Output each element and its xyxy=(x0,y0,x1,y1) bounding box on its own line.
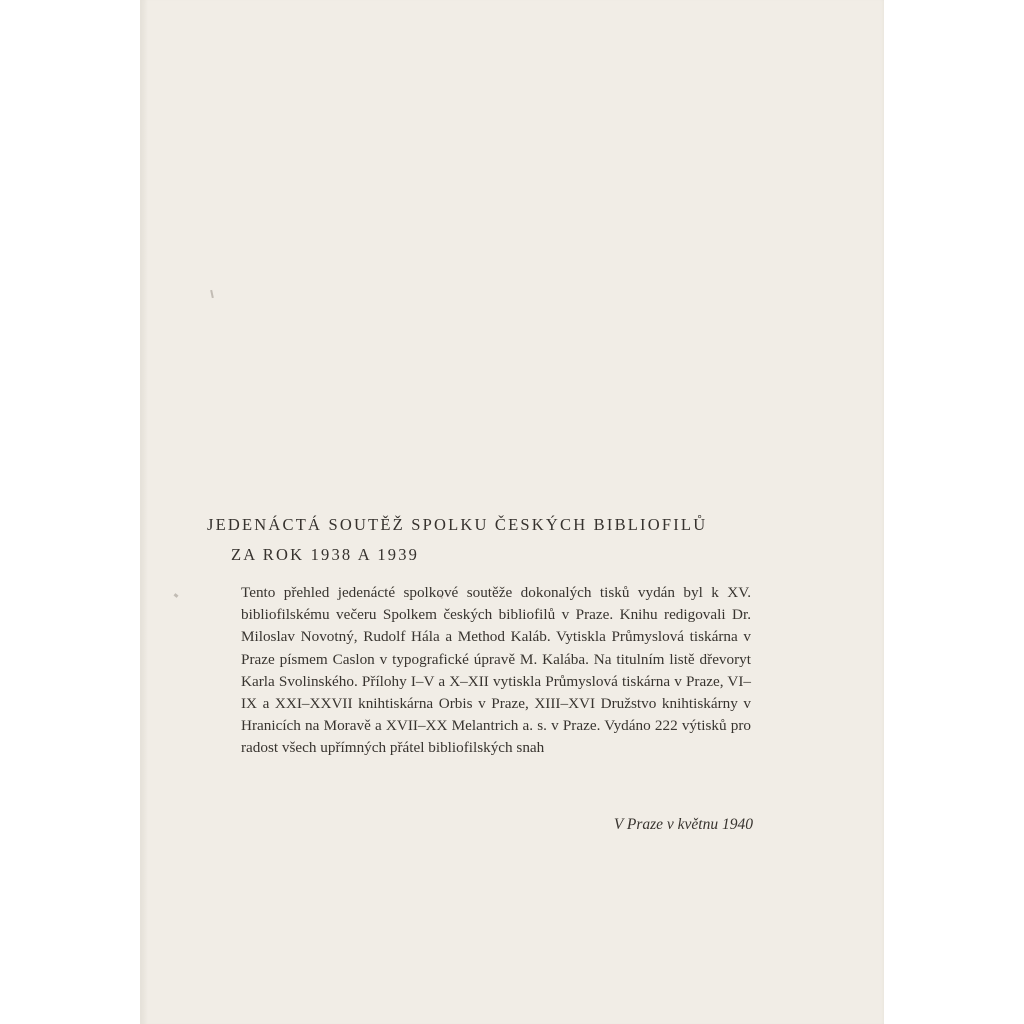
page-edge-shadow xyxy=(140,0,148,1024)
book-title xyxy=(207,510,707,570)
title-line-1: JEDENÁCTÁ SOUTĚŽ SPOLKU ČESKÝCH BIBLIOFILŮ xyxy=(207,515,708,534)
dateline: V Praze v květnu 1940 xyxy=(613,816,753,833)
colophon-text: Tento přehled jedenácté spolkové soutěže dokonalých tisků vydán byl k XV. bibliofilskému večeru Spolkem českých bibliofilů v Praze. Knihu redigovali Dr. Miloslav Novotný, Rudolf Hála a Method Kaláb. Vytiskla Průmyslová tiskárna v Praze písmem Caslon v typografické úpravě M. Kalába. Na titulním listě dřevoryt Karla Svolinského. Přílohy I–V a X–XII vytiskla Průmyslová tiskárna v Praze, VI–IX a XXI–XXVII knihtiskárna Orbis v Praze, XIII–XVI Družstvo knihtiskárny v Hranicích na Moravě a XVII–XX Melantrich a. s. v Praze. Vydáno 222 výtisků pro radost všech upřímných přátel bibliofilských snah xyxy=(241,584,751,757)
title-line-2: ZA ROK 1938 A 1939 xyxy=(231,545,420,564)
